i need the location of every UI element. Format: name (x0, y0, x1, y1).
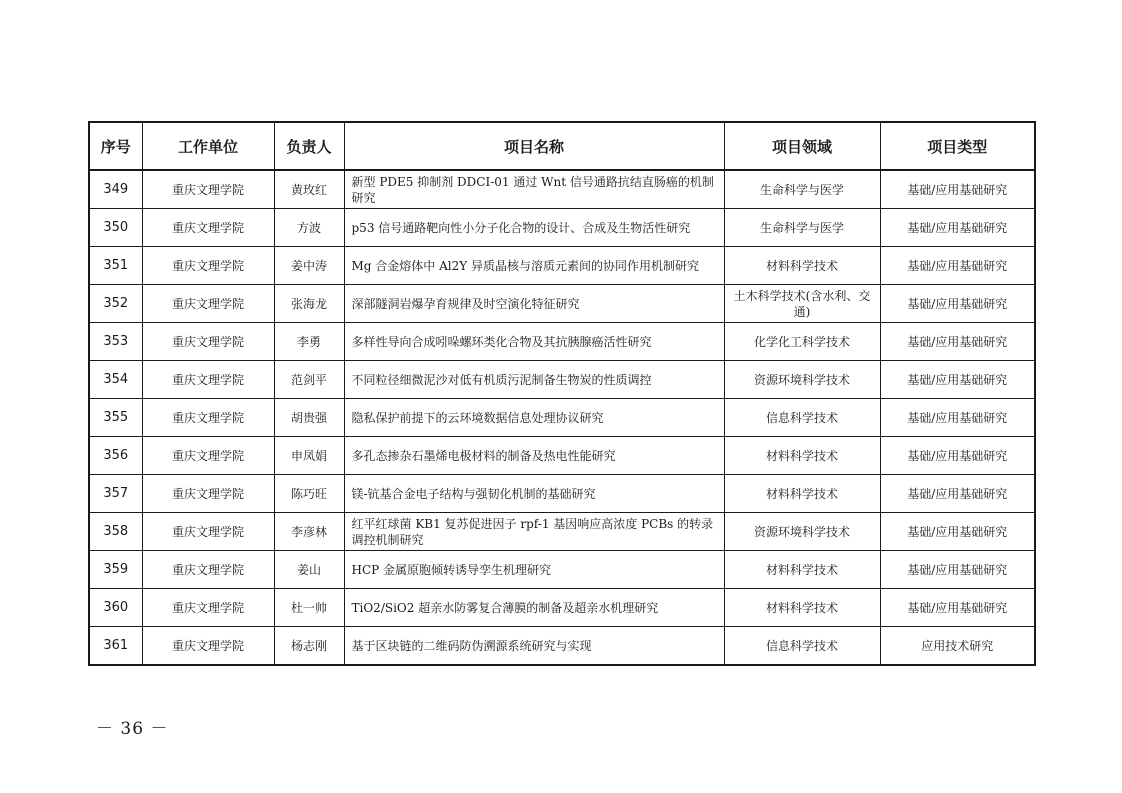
cell-leader: 张海龙 (274, 285, 344, 323)
cell-index: 349 (89, 170, 142, 209)
project-table (88, 121, 1036, 666)
cell-index: 361 (89, 627, 142, 666)
cell-leader: 陈巧旺 (274, 475, 344, 513)
cell-project-type: 基础/应用基础研究 (880, 589, 1035, 627)
table-row (89, 589, 1035, 627)
cell-project-name: 不同粒径细微泥沙对低有机质污泥制备生物炭的性质调控 (344, 361, 724, 399)
cell-unit: 重庆文理学院 (142, 209, 274, 247)
table-row (89, 513, 1035, 551)
cell-project-type: 基础/应用基础研究 (880, 361, 1035, 399)
cell-project-field: 资源环境科学技术 (724, 361, 880, 399)
cell-index: 353 (89, 323, 142, 361)
cell-project-name: 红平红球菌 KB1 复苏促进因子 rpf-1 基因响应高浓度 PCBs 的转录调控机制研究 (344, 513, 724, 551)
cell-unit: 重庆文理学院 (142, 285, 274, 323)
cell-leader: 姜中涛 (274, 247, 344, 285)
cell-unit: 重庆文理学院 (142, 589, 274, 627)
table-row (89, 209, 1035, 247)
cell-project-name: TiO2/SiO2 超亲水防雾复合薄膜的制备及超亲水机理研究 (344, 589, 724, 627)
header-index: 序号 (89, 122, 142, 170)
cell-index: 351 (89, 247, 142, 285)
cell-project-field: 材料科学技术 (724, 437, 880, 475)
header-leader: 负责人 (274, 122, 344, 170)
cell-unit: 重庆文理学院 (142, 247, 274, 285)
header-unit: 工作单位 (142, 122, 274, 170)
cell-project-name: 新型 PDE5 抑制剂 DDCI-01 通过 Wnt 信号通路抗结直肠癌的机制研究 (344, 170, 724, 209)
cell-project-name: 多孔态掺杂石墨烯电极材料的制备及热电性能研究 (344, 437, 724, 475)
cell-project-type: 基础/应用基础研究 (880, 247, 1035, 285)
cell-leader: 申凤娟 (274, 437, 344, 475)
table-row (89, 475, 1035, 513)
cell-index: 352 (89, 285, 142, 323)
cell-project-name: Mg 合金熔体中 Al2Y 异质晶核与溶质元素间的协同作用机制研究 (344, 247, 724, 285)
cell-project-field: 材料科学技术 (724, 247, 880, 285)
cell-project-field: 材料科学技术 (724, 551, 880, 589)
table-row (89, 437, 1035, 475)
cell-project-field: 资源环境科学技术 (724, 513, 880, 551)
cell-project-type: 基础/应用基础研究 (880, 551, 1035, 589)
cell-project-field: 土木科学技术(含水利、交通) (724, 285, 880, 323)
cell-leader: 杜一帅 (274, 589, 344, 627)
cell-leader: 李彦林 (274, 513, 344, 551)
cell-project-field: 生命科学与医学 (724, 209, 880, 247)
cell-index: 356 (89, 437, 142, 475)
cell-project-field: 化学化工科学技术 (724, 323, 880, 361)
cell-project-field: 材料科学技术 (724, 475, 880, 513)
cell-project-name: 深部隧洞岩爆孕育规律及时空演化特征研究 (344, 285, 724, 323)
cell-unit: 重庆文理学院 (142, 361, 274, 399)
cell-project-type: 基础/应用基础研究 (880, 170, 1035, 209)
cell-index: 359 (89, 551, 142, 589)
table-row (89, 361, 1035, 399)
table-header-row (89, 122, 1035, 170)
table-row (89, 323, 1035, 361)
cell-leader: 李勇 (274, 323, 344, 361)
cell-leader: 方波 (274, 209, 344, 247)
cell-unit: 重庆文理学院 (142, 170, 274, 209)
cell-leader: 范剑平 (274, 361, 344, 399)
cell-project-type: 基础/应用基础研究 (880, 513, 1035, 551)
cell-project-type: 基础/应用基础研究 (880, 437, 1035, 475)
cell-project-name: 隐私保护前提下的云环境数据信息处理协议研究 (344, 399, 724, 437)
cell-leader: 杨志刚 (274, 627, 344, 666)
cell-project-name: p53 信号通路靶向性小分子化合物的设计、合成及生物活性研究 (344, 209, 724, 247)
cell-leader: 胡贵强 (274, 399, 344, 437)
cell-unit: 重庆文理学院 (142, 437, 274, 475)
table-row (89, 285, 1035, 323)
header-project-type: 项目类型 (880, 122, 1035, 170)
cell-project-type: 应用技术研究 (880, 627, 1035, 666)
cell-index: 357 (89, 475, 142, 513)
cell-project-type: 基础/应用基础研究 (880, 323, 1035, 361)
cell-project-field: 信息科学技术 (724, 399, 880, 437)
table-row (89, 551, 1035, 589)
cell-unit: 重庆文理学院 (142, 475, 274, 513)
cell-unit: 重庆文理学院 (142, 323, 274, 361)
cell-project-name: 多样性导向合成吲哚螺环类化合物及其抗胰腺癌活性研究 (344, 323, 724, 361)
table-row (89, 170, 1035, 209)
cell-index: 350 (89, 209, 142, 247)
cell-unit: 重庆文理学院 (142, 551, 274, 589)
table-row (89, 627, 1035, 666)
header-project-field: 项目领域 (724, 122, 880, 170)
cell-unit: 重庆文理学院 (142, 513, 274, 551)
cell-project-field: 材料科学技术 (724, 589, 880, 627)
cell-index: 354 (89, 361, 142, 399)
table-row (89, 399, 1035, 437)
cell-project-type: 基础/应用基础研究 (880, 209, 1035, 247)
cell-project-name: HCP 金属原胞倾转诱导孪生机理研究 (344, 551, 724, 589)
cell-project-field: 生命科学与医学 (724, 170, 880, 209)
cell-project-field: 信息科学技术 (724, 627, 880, 666)
cell-project-type: 基础/应用基础研究 (880, 399, 1035, 437)
header-project-name: 项目名称 (344, 122, 724, 170)
table-row (89, 247, 1035, 285)
project-table-container (88, 121, 1034, 666)
cell-index: 358 (89, 513, 142, 551)
cell-unit: 重庆文理学院 (142, 627, 274, 666)
table-body (89, 170, 1035, 665)
cell-project-type: 基础/应用基础研究 (880, 475, 1035, 513)
cell-unit: 重庆文理学院 (142, 399, 274, 437)
page-number: － 36 － (96, 719, 169, 739)
cell-index: 360 (89, 589, 142, 627)
cell-leader: 黄玫红 (274, 170, 344, 209)
cell-index: 355 (89, 399, 142, 437)
cell-project-type: 基础/应用基础研究 (880, 285, 1035, 323)
cell-project-name: 基于区块链的二维码防伪溯源系统研究与实现 (344, 627, 724, 666)
cell-project-name: 镁-钪基合金电子结构与强韧化机制的基础研究 (344, 475, 724, 513)
cell-leader: 姜山 (274, 551, 344, 589)
